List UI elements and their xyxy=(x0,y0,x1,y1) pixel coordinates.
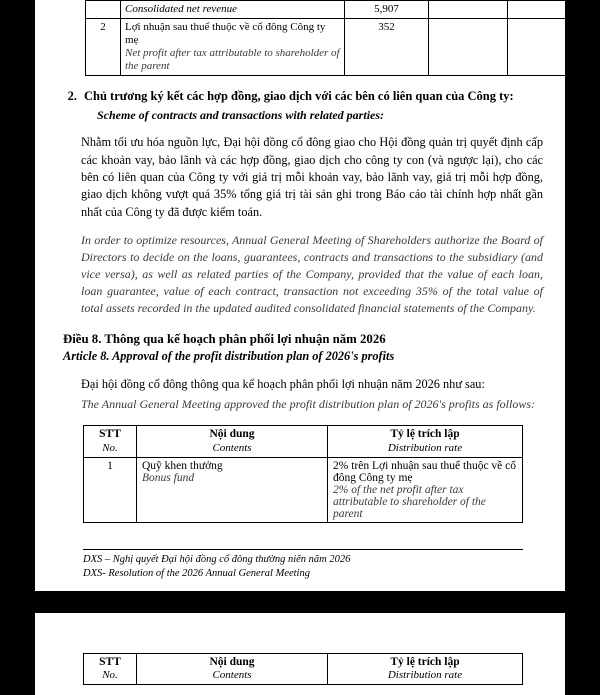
row-number: 1 xyxy=(84,457,137,522)
row-blank-2 xyxy=(508,18,583,75)
column-header-contents xyxy=(137,426,328,458)
row-content xyxy=(121,1,345,19)
section-2-paragraph-vn: Nhằm tối ưu hóa nguồn lực, Đại hội đồng cổ đông giao cho Hội đồng quản trị quyết định cấp các khoản vay, bảo lãnh và các hợp đồng, giao dịch cho công ty con (và ngược lại), cho các bên có liên quan của Công ty với giá trị mỗi khoản vay, bảo lãnh vay, giá trị mỗi hợp đồng, giao dịch không vượt quá 35% tổng giá trị tài sản ghi trong Báo cáo tài chính hợp nhất gần nhất của Công ty đã được kiểm toán. xyxy=(81,135,543,219)
profit-distribution-table xyxy=(83,425,523,523)
article-8-lead-vn: Đại hội đồng cổ đông thông qua kế hoạch phân phối lợi nhuận năm 2026 như sau: xyxy=(81,376,485,391)
row-content xyxy=(121,18,345,75)
page-separator xyxy=(0,591,600,613)
document-page-1 xyxy=(35,0,565,591)
section-2-paragraph-en: In order to optimize resources, Annual General Meeting of Shareholders authorize the Board of Directors to decide on the loans, guarantees, contracts and transactions to the subsidiary (and vice versa), as well as related parties of the Company, provided that the value of each loan, loan guarantee, value of each contract, transaction not exceeding 35% of the total value of total assets recorded in the updated audited consolidated financial statements of the Company. xyxy=(81,233,543,316)
row-content-vn: Lợi nhuận sau thuế thuộc về cổ đông Công ty mẹ xyxy=(125,20,326,46)
section-2-title-en: Scheme of contracts and transactions with related parties: xyxy=(97,108,385,123)
column-header-no xyxy=(84,653,137,685)
row-content-en: Consolidated net revenue xyxy=(125,3,238,15)
column-header-contents-vn: Nội dung xyxy=(209,428,255,440)
article-8-title-vn: Điều 8. Thông qua kế hoạch phân phối lợi nhuận năm 2026 xyxy=(63,331,386,346)
row-number xyxy=(86,1,121,19)
table-header-row xyxy=(84,653,523,685)
row-number: 2 xyxy=(86,18,121,75)
row-content xyxy=(137,457,328,522)
column-header-rate-en: Distribution rate xyxy=(387,441,463,454)
financial-summary-table xyxy=(85,0,583,76)
table-row xyxy=(86,18,583,75)
column-header-contents xyxy=(137,653,328,685)
row-content-en: Net profit after tax attributable to shareholder of the parent xyxy=(125,46,340,72)
row-content-en: Bonus fund xyxy=(142,471,195,484)
row-rate-en: 2% of the net profit after tax attributable to shareholder of the parent xyxy=(333,483,486,520)
table-row xyxy=(84,457,523,522)
row-rate xyxy=(328,457,523,522)
row-rate-vn: 2% trên Lợi nhuận sau thuế thuộc về cổ đông Công ty mẹ xyxy=(333,459,517,484)
section-2-heading xyxy=(63,88,543,104)
column-header-rate-vn: Tỷ lệ trích lập xyxy=(390,655,460,668)
row-value: 5,907 xyxy=(345,1,429,19)
column-header-contents-en: Contents xyxy=(212,441,252,454)
footer-line-vn: DXS – Nghị quyết Đại hội đồng cổ đông thường niên năm 2026 xyxy=(83,553,351,565)
column-header-contents-vn: Nội dung xyxy=(209,655,255,668)
page-footer xyxy=(83,549,523,581)
section-2-number: 2. xyxy=(67,88,77,103)
footer-line-en: DXS- Resolution of the 2026 Annual General Meeting xyxy=(83,567,310,579)
column-header-rate xyxy=(328,653,523,685)
column-header-no-en: No. xyxy=(102,669,118,682)
column-header-no-vn: STT xyxy=(99,428,121,440)
column-header-rate xyxy=(328,426,523,458)
table-header-row xyxy=(84,426,523,458)
table-row xyxy=(86,1,583,19)
section-2-title-vn: Chủ trương ký kết các hợp đồng, giao dịch với các bên có liên quan của Công ty: xyxy=(84,88,514,103)
row-blank-2 xyxy=(508,1,583,19)
row-blank-1 xyxy=(429,18,508,75)
column-header-no-en: No. xyxy=(102,441,118,454)
profit-distribution-table-continued xyxy=(83,653,523,686)
row-blank-1 xyxy=(429,1,508,19)
column-header-rate-vn: Tỷ lệ trích lập xyxy=(390,428,460,440)
article-8-lead-en: The Annual General Meeting approved the profit distribution plan of 2026's profits as follows: xyxy=(81,396,536,411)
column-header-contents-en: Contents xyxy=(212,669,252,682)
document-page-2 xyxy=(35,613,565,695)
column-header-no-vn: STT xyxy=(99,655,121,668)
column-header-no xyxy=(84,426,137,458)
row-content-vn: Quỹ khen thưởng xyxy=(142,459,223,472)
column-header-rate-en: Distribution rate xyxy=(387,669,463,682)
article-8-title-en: Article 8. Approval of the profit distribution plan of 2026's profits xyxy=(63,348,395,363)
row-value: 352 xyxy=(345,18,429,75)
